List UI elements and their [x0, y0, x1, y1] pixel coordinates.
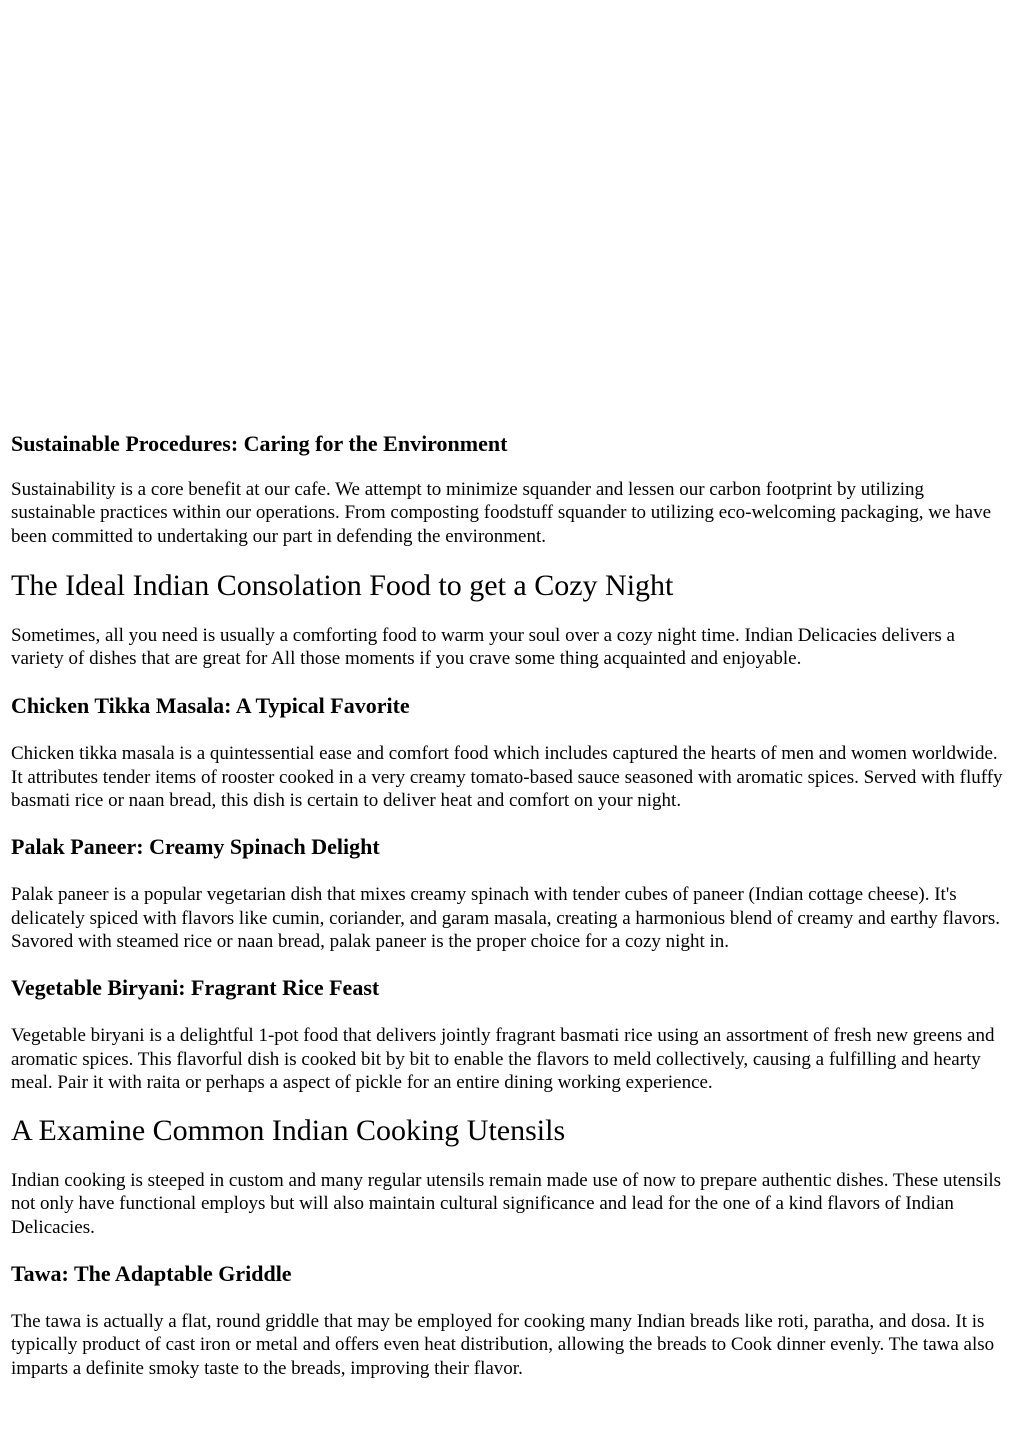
section-body-chicken-tikka-masala: Chicken tikka masala is a quintessential ease and comfort food which includes captured the hearts of men and women worldwide. It attributes tender items of rooster cooked in a very creamy tomato-based sauce seasoned with aromatic spices. Served with fluffy basmati rice or naan bread, this dish is certain to deliver heat and comfort on your night. — [11, 743, 1003, 812]
section-heading-comfort-food: The Ideal Indian Consolation Food to get a Cozy Night — [11, 568, 674, 602]
section-body-tawa: The tawa is actually a flat, round griddle that may be employed for cooking many Indian breads like roti, paratha, and dosa. It is typically product of cast iron or metal and offers even heat distribution, allowing the breads to Cook dinner evenly. The tawa also imparts a definite smoky taste to the breads, improving their flavor. — [11, 1311, 995, 1379]
section-heading-chicken-tikka-masala: Chicken Tikka Masala: A Typical Favorite — [11, 693, 410, 719]
section-heading-tawa: Tawa: The Adaptable Griddle — [11, 1261, 292, 1287]
blank-area — [11, 0, 1011, 430]
section-body-vegetable-biryani: Vegetable biryani is a delightful 1-pot food that delivers jointly fragrant basmati rice using an assortment of fresh new greens and aromatic spices. This flavorful dish is cooked bit by bit to enable the flavors to meld collectively, causing a fulfilling and hearty meal. Pair it with raita or perhaps a aspect of pickle for an entire dining working experience. — [11, 1025, 995, 1093]
section-body-sustainable-procedures: Sustainability is a core benefit at our cafe. We attempt to minimize squander and lessen our carbon footprint by utilizing sustainable practices within our operations. From composting foodstuff squander to utilizing eco-welcoming packaging, we have been committed to undertaking our part in defending the environment. — [11, 479, 992, 547]
section-heading-sustainable-procedures: Sustainable Procedures: Caring for the Environment — [11, 431, 508, 456]
section-body-comfort-food: Sometimes, all you need is usually a comforting food to warm your soul over a cozy night time. Indian Delicacies delivers a variety of dishes that are great for All those moments if you crave some thing acquainted and enjoyable. — [11, 624, 955, 670]
section-body-palak-paneer: Palak paneer is a popular vegetarian dish that mixes creamy spinach with tender cubes of paneer (Indian cottage cheese). It's delicately spiced with flavors like cumin, coriander, and garam masala, creating a harmonious blend of creamy and earthy flavors. Savored with steamed rice or naan bread, palak paneer is the proper choice for a cozy night in. — [11, 884, 1000, 952]
section-heading-palak-paneer: Palak Paneer: Creamy Spinach Delight — [11, 834, 380, 860]
document-content — [11, 0, 1011, 1380]
section-heading-cooking-utensils: A Examine Common Indian Cooking Utensils — [11, 1114, 566, 1148]
section-body-cooking-utensils: Indian cooking is steeped in custom and many regular utensils remain made use of now to prepare authentic dishes. These utensils not only have functional employs but will also maintain cultural significance and lead for the one of a kind flavors of Indian Delicacies. — [11, 1170, 1002, 1238]
section-heading-vegetable-biryani: Vegetable Biryani: Fragrant Rice Feast — [11, 975, 380, 1001]
